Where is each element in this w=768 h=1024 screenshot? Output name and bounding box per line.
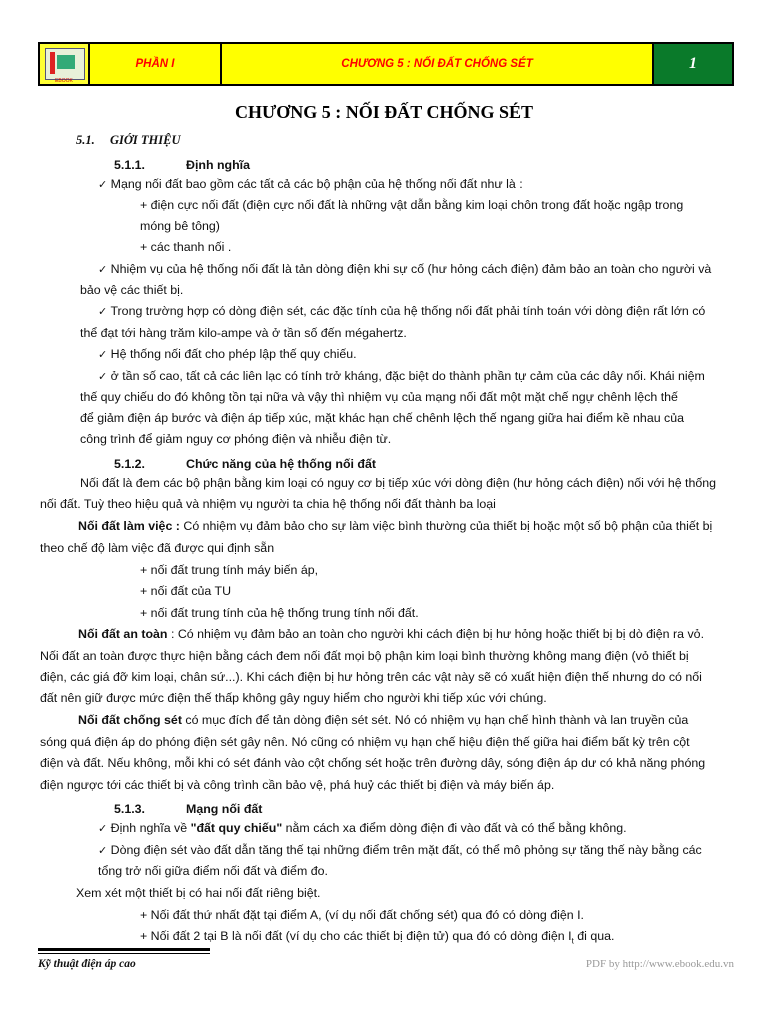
check-mark-icon: ✓ [98, 349, 108, 361]
subsection-title: Mạng nối đất [186, 802, 263, 816]
text-line: điện, các giá đỡ kim loại, chân sứ...). Khi cách điện bị hư hỏng trên các vật này sẽ có xuất hiện điện thế nhưng do có nối [40, 670, 702, 684]
term-bold: Nối đất làm việc : [78, 519, 180, 533]
page-number: 1 [654, 44, 732, 84]
text-line: + điện cực nối đất (điện cực nối đất là những vật dẫn bằng kim loại chôn trong đất hoặc ngập trong [140, 198, 684, 212]
check-mark-icon: ✓ [98, 823, 108, 835]
bullet-item: ✓ Dòng điện sét vào đất dẫn tăng thế tại những điểm trên mặt đất, có thể mô phỏng sự tăng thế này bằng các [98, 843, 702, 857]
chapter-title: CHƯƠNG 5 : NỐI ĐẤT CHỐNG SÉT [234, 102, 534, 122]
subsection-heading [114, 158, 250, 173]
text-line: bảo vệ các thiết bị. [80, 283, 184, 297]
text-line: Nối đất là đem các bộ phận bằng kim loại có nguy cơ bị tiếp xúc với dòng điện (hư hỏng cách điện) nối với hệ thống [80, 476, 717, 490]
text-line: để giảm điện áp bước và điện áp tiếp xúc, mặt khác hạn chế chênh lệch thế ngang giữa hai điểm kề nhau của [80, 411, 685, 425]
text-line: + các thanh nối . [140, 240, 232, 254]
bullet-item: ✓ Nhiệm vụ của hệ thống nối đất là tản dòng điện khi sự cố (hư hỏng cách điện) đảm bảo an toàn cho người và [98, 262, 712, 276]
subsection-heading [114, 802, 262, 817]
check-mark-icon: ✓ [98, 264, 108, 276]
chapter-label: CHƯƠNG 5 : NỐI ĐẤT CHỐNG SÉT [222, 44, 654, 84]
part-label: PHẦN I [90, 44, 222, 84]
section-number: 5.1. [76, 133, 95, 147]
check-mark-icon: ✓ [98, 371, 108, 383]
text-line: + nối đất trung tính máy biến áp, [140, 563, 319, 577]
bullet-item: ✓ Mạng nối đất bao gồm các tất cả các bộ phận của hệ thống nối đất như là : [98, 177, 523, 191]
text-line: thể đạt tới hàng trăm kilo-ampe và ở tần số đến mégahertz. [80, 326, 407, 340]
section-title: GIỚI THIỆU [110, 133, 181, 147]
check-mark-icon: ✓ [98, 179, 108, 191]
text-line: tổng trở nối giữa điểm nối đất và điểm đo. [98, 864, 328, 878]
text-line: đất nên giữ được mức điện thế thấp không gây nguy hiểm cho người khi tiếp xúc với chúng. [40, 691, 547, 705]
text-line: sóng quá điện áp do phóng điện sét gây nên. Nó cũng có nhiệm vụ hạn chế hiệu điện thế giữa hai điểm bất kỳ trên cột [40, 735, 690, 749]
text-line: điện và đất. Nếu không, mỗi khi có sét đánh vào cột chống sét hoặc trên đường dây, sóng điện áp dư có khả năng phóng [40, 756, 706, 770]
text-line: nối đất. Tuỳ theo hiệu quả và nhiệm vụ người ta chia hệ thống nối đất thành ba loại [40, 497, 496, 511]
text-line: công trình để giảm nguy cơ phóng điện và nhiễu điện từ. [80, 432, 392, 446]
text-line: + nối đất của TU [140, 584, 232, 598]
text-line: Nối đất an toàn : Có nhiệm vụ đảm bảo an toàn cho người khi cách điện bị hư hỏng hoặc thiết bị bị dò điện ra vỏ. [78, 627, 705, 641]
text-line: Nối đất an toàn được thực hiện bằng cách đem nối đất mọi bộ phận kim loại bình thường không mang điện (vỏ thiết bị [40, 649, 689, 663]
bullet-item: ✓ ở tần số cao, tất cả các liên lạc có tính trở kháng, đặc biệt do thành phần tự cảm của các dây nối. Khái niệm [98, 369, 705, 383]
bullet-item: ✓ Hệ thống nối đất cho phép lập thế quy chiếu. [98, 347, 357, 361]
term-bold: Nối đất an toàn [78, 627, 168, 641]
subsection-number: 5.1.1. [114, 158, 146, 172]
page-header [38, 42, 734, 86]
check-mark-icon: ✓ [98, 845, 108, 857]
footer-rule [38, 948, 210, 951]
text-line: theo chế độ làm việc đã được qui định sẵn [40, 541, 275, 555]
text-line: Nối đất chống sét có mục đích để tản dòng điện sét sét. Nó có nhiệm vụ hạn chế hình thành và lan truyền của [78, 713, 689, 727]
subsection-number: 5.1.3. [114, 802, 146, 816]
text-line: + nối đất trung tính của hệ thống trung tính nối đất. [140, 606, 419, 620]
bullet-item: ✓ Trong trường hợp có dòng điện sét, các đặc tính của hệ thống nối đất phải tính toán với dòng điện rất lớn có [98, 304, 706, 318]
text-line: móng bê tông) [140, 219, 220, 233]
subsection-heading [114, 457, 376, 472]
text-line: + Nối đất 2 tại B là nối đất (ví dụ cho các thiết bị điện tử) qua đó có dòng điện $I_t$ đi qua. [140, 929, 615, 946]
book-logo-icon [40, 44, 90, 84]
text-line: Xem xét một thiết bị có hai nối đất riêng biệt. [76, 886, 321, 900]
footer-rule [38, 953, 210, 954]
text-line: + Nối đất thứ nhất đặt tại điểm A, (ví dụ nối đất chống sét) qua đó có dòng điện I. [140, 908, 584, 922]
subsection-title: Định nghĩa [186, 158, 251, 172]
text-line: Nối đất làm việc : Có nhiệm vụ đảm bảo cho sự làm việc bình thường của thiết bị hoặc một số bộ phận của thiết bị [78, 519, 713, 533]
subsection-title: Chức năng của hệ thống nối đất [186, 457, 377, 471]
text-line: điện ngược tới các thiết bị và công trình cần bảo vệ, phá huỷ các thiết bị điện và máy biến áp. [40, 778, 555, 792]
text-line: thế quy chiếu do đó không tồn tại nữa và vậy thì nhiệm vụ của mạng nối đất một mặt chế ngự chênh lệch thế [80, 390, 678, 404]
subsection-number: 5.1.2. [114, 457, 146, 471]
bullet-item: ✓ Định nghĩa về "đất quy chiếu" nằm cách xa điểm dòng điện đi vào đất và có thể bằng không. [98, 821, 627, 835]
section-heading [76, 133, 181, 148]
footer-source: PDF by http://www.ebook.edu.vn [585, 958, 734, 970]
logo-label: EBOOK [55, 78, 73, 84]
term-bold: Nối đất chống sét [78, 713, 182, 727]
footer-book-title: Kỹ thuật điện áp cao [38, 958, 136, 970]
check-mark-icon: ✓ [98, 306, 108, 318]
